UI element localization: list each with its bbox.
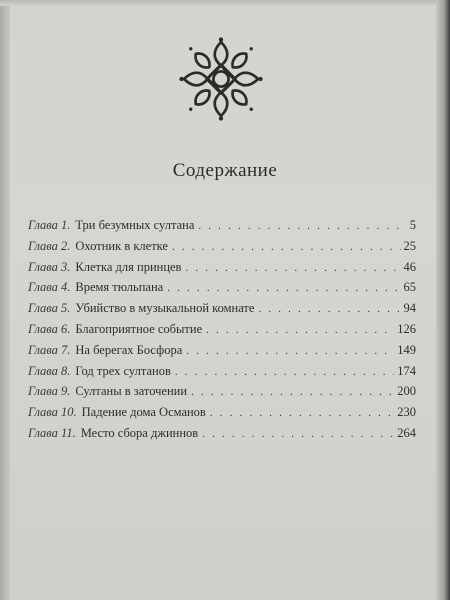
toc-page-number: 264 [397,425,416,440]
toc-entry [28,384,416,405]
toc-chapter-title: Три безумных султана [75,218,195,232]
toc-entry [28,426,416,447]
toc-chapter-number: Глава 2. [28,238,71,253]
page-right-edge [436,0,450,600]
toc-chapter-title: Время тюльпана [75,280,164,295]
toc-page-number: 46 [403,259,416,274]
celtic-knot-ornament-icon [179,37,263,121]
toc-chapter-title: Место сбора джиннов [80,425,199,440]
toc-chapter-number: Глава 11. [28,425,76,440]
toc-page-number: 126 [397,321,416,336]
toc-chapter-number: Глава 8. [28,363,71,378]
toc-chapter-title: На берегах Босфора [75,342,183,357]
toc-chapter-title: Год трех султанов [75,363,171,378]
page-title: Содержание [172,160,278,181]
toc-entry [28,239,416,260]
toc-chapter-number: Глава 7. [28,342,71,357]
toc-entry [28,301,416,322]
toc-chapter-title: Убийство в музыкальной комнате [75,301,255,316]
toc-entry [28,343,416,364]
toc-chapter-title: Клетка для принцев [75,259,182,274]
toc-dot-leader [186,345,394,357]
toc-dot-leader [206,324,394,336]
toc-chapter-number: Глава 6. [28,321,71,336]
toc-entry [28,218,416,239]
toc-entry [28,405,416,426]
page-top-edge [0,0,450,6]
toc-page-number: 230 [397,405,416,420]
toc-page-number: 200 [397,384,416,399]
toc-entry [28,322,416,343]
toc-chapter-title: Охотник в клетке [75,238,168,253]
toc-entry [28,364,416,385]
toc-chapter-number: Глава 10. [28,405,77,420]
toc-chapter-number: Глава 3. [28,259,71,274]
toc-page-number: 149 [397,342,416,357]
toc-dot-leader [175,366,394,378]
toc-chapter-number: Глава 5. [28,301,71,316]
toc-chapter-title: Благоприятное событие [75,321,203,336]
toc-dot-leader [198,220,406,232]
toc-dot-leader [172,241,401,253]
table-of-contents [28,218,416,447]
toc-chapter-title: Султаны в заточении [75,384,188,399]
toc-entry [28,280,416,301]
toc-dot-leader [185,262,400,274]
toc-page-number: 94 [403,301,416,316]
toc-chapter-number: Глава 9. [28,384,71,399]
toc-chapter-number: Глава 1. [28,218,71,232]
toc-dot-leader [210,407,394,419]
toc-page-number: 25 [403,238,416,253]
toc-page-number: 65 [403,280,416,295]
toc-chapter-title: Падение дома Османов [81,405,206,420]
toc-entry [28,260,416,281]
toc-dot-leader [202,428,394,440]
toc-dot-leader [258,303,400,315]
toc-dot-leader [167,282,400,294]
toc-page-number: 5 [409,218,416,232]
toc-dot-leader [191,386,394,398]
toc-chapter-number: Глава 4. [28,280,71,295]
toc-page-number: 174 [397,363,416,378]
